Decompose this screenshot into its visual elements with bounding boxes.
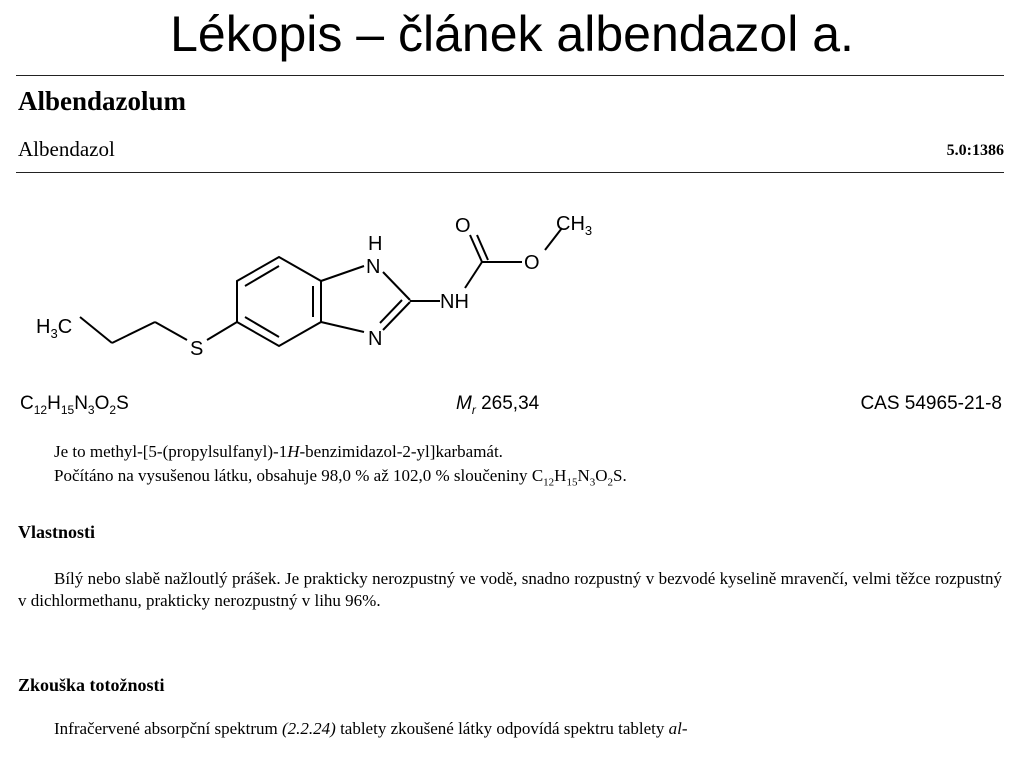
label-n-top: N: [366, 256, 381, 278]
identification-text: Infračervené absorpční spektrum (2.2.24) tablety zkoušené látky odpovídá spektru tablety al-: [54, 719, 688, 738]
definition-formula: $C_{12}H_{15}N_3O_2S$.: [531, 466, 627, 489]
monograph-czech-name: Albendazol: [18, 137, 115, 161]
definition-line-2: Počítáno na vysušenou látku, obsahuje 98,0 % až 102,0 % sloučeniny $C_{12}H_{15}N_3O_2S$.: [54, 466, 627, 489]
chemical-structure: [0, 180, 1024, 380]
label-o-double: O: [455, 215, 471, 237]
properties-text: Bílý nebo slabě nažloutlý prášek. Je prakticky nerozpustný ve vodě, snadno rozpustný v bezvodé kyselině mravenčí, velmi těžce rozpustný v dichlormethanu, prakticky nerozpustný v lihu 96%.: [18, 569, 1002, 610]
label-ch3: $CH_3$: [556, 213, 593, 238]
monograph-latin-name: Albendazolum: [18, 86, 187, 116]
label-s: S: [190, 338, 204, 360]
molecular-weight: $M_r$ 265,34: [456, 393, 540, 417]
monograph-code: 5.0:1386: [946, 142, 1004, 159]
top-rule: [16, 75, 1004, 76]
definition-line-1: Je to methyl-[5-(propylsulfanyl)-1H-benzimidazol-2-yl]karbamát.: [54, 442, 503, 461]
properties-heading: Vlastnosti: [18, 522, 96, 542]
label-o-ester: O: [524, 252, 540, 274]
cas-number: CAS 54965-21-8: [860, 393, 1002, 414]
molecular-formula: $C_{12}H_{15}N_3O_2S$: [20, 393, 129, 417]
label-h3c: $H_3C$: [36, 316, 73, 341]
label-nh: NH: [440, 291, 469, 313]
header-rule: [16, 172, 1004, 173]
identification-heading: Zkouška totožnosti: [18, 675, 165, 695]
label-h-top: H: [368, 233, 383, 255]
label-n-bottom: N: [368, 328, 383, 350]
slide-title: Lékopis – článek albendazol a.: [170, 6, 854, 62]
structure-bonds: [80, 228, 562, 346]
